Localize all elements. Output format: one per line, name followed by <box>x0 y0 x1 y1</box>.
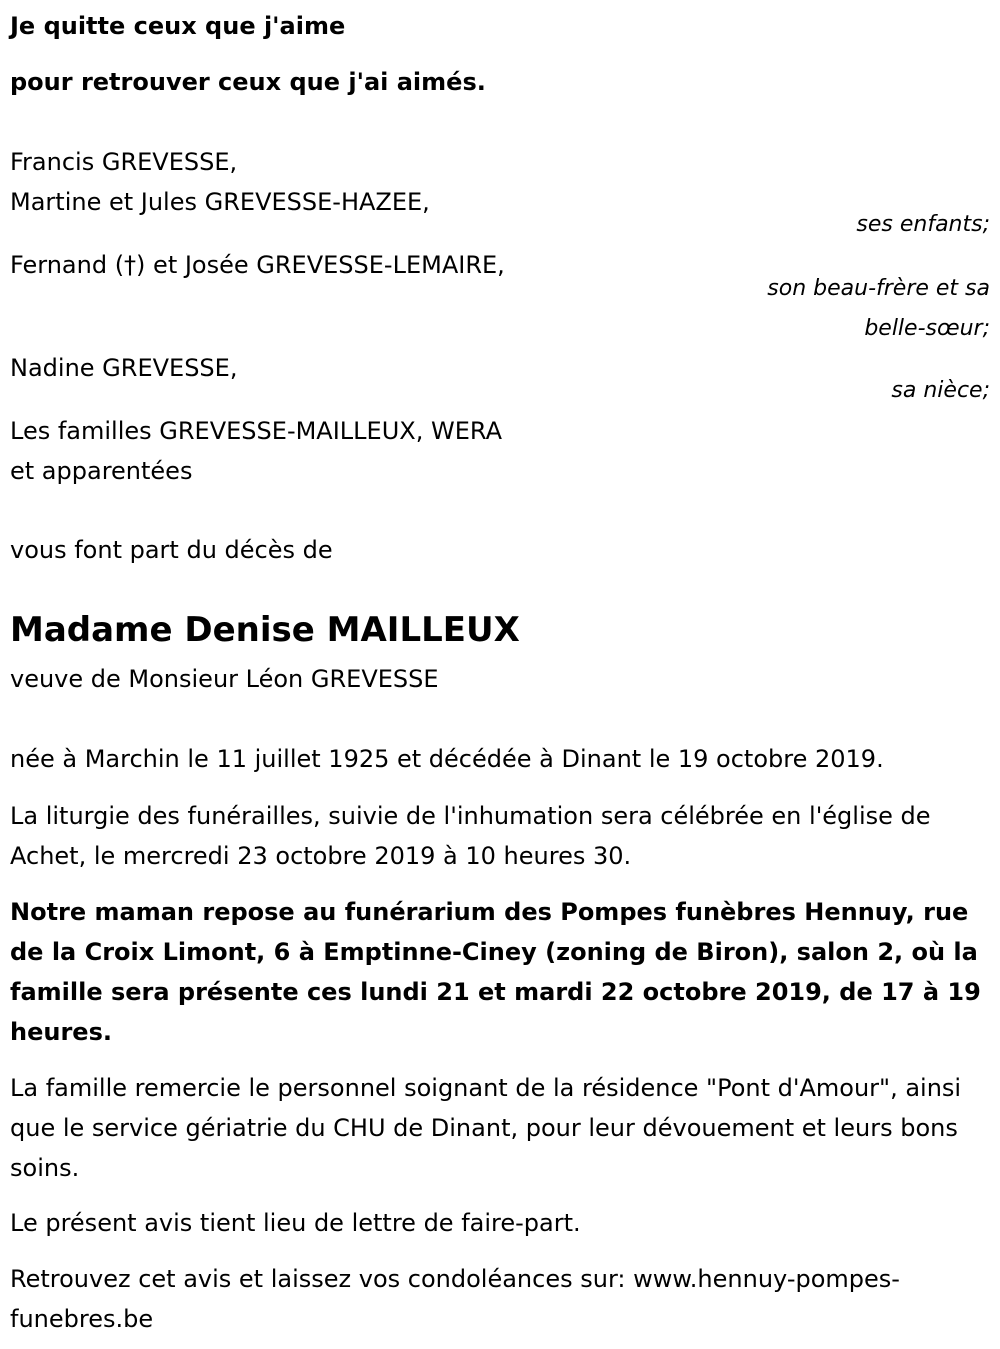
liturgy-paragraph: La liturgie des funérailles, suivie de l'inhumation sera célébrée en l'église de Achet, le mercredi 23 octobre 2019 à 10 heures 30. <box>10 802 931 870</box>
deceased-name: Madame Denise MAILLEUX <box>10 610 520 650</box>
inlaw-role-line-1: son beau-frère et sa <box>767 276 990 301</box>
quote-line-2: pour retrouver ceux que j'ai aimés. <box>10 68 486 96</box>
birth-death-paragraph: née à Marchin le 11 juillet 1925 et décédée à Dinant le 19 octobre 2019. <box>10 745 884 773</box>
quote-line-1: Je quitte ceux que j'aime <box>10 12 346 40</box>
inlaw-line: Fernand (†) et Josée GREVESSE-LEMAIRE, <box>10 251 505 279</box>
inlaw-role-line-2: belle-sœur; <box>864 316 990 341</box>
condolences-paragraph: Retrouvez cet avis et laissez vos condoléances sur: www.hennuy-pompes-funebres.be <box>10 1265 900 1333</box>
intro-text: vous font part du décès de <box>10 536 333 564</box>
rests-paragraph: Notre maman repose au funérarium des Pompes funèbres Hennuy, rue de la Croix Limont, 6 à Emptinne-Ciney (zoning de Biron), salon 2, où la famille sera présente ces lundi 21 et mardi 22 octobre 2019, de 17 à 19 heures. <box>10 898 981 1046</box>
spouse-line: veuve de Monsieur Léon GREVESSE <box>10 665 439 693</box>
children-line-2: Martine et Jules GREVESSE-HAZEE, <box>10 188 430 216</box>
children-role: ses enfants; <box>856 212 990 237</box>
niece-line: Nadine GREVESSE, <box>10 354 238 382</box>
families-line-1: Les familles GREVESSE-MAILLEUX, WERA <box>10 417 502 445</box>
families-line-2: et apparentées <box>10 457 193 485</box>
thanks-paragraph: La famille remercie le personnel soignant de la résidence "Pont d'Amour", ainsi que le service gériatrie du CHU de Dinant, pour leur dévouement et leurs bons soins. <box>10 1074 962 1182</box>
niece-role: sa nièce; <box>891 378 990 403</box>
children-line-1: Francis GREVESSE, <box>10 148 238 176</box>
notice-paragraph: Le présent avis tient lieu de lettre de faire-part. <box>10 1209 581 1237</box>
